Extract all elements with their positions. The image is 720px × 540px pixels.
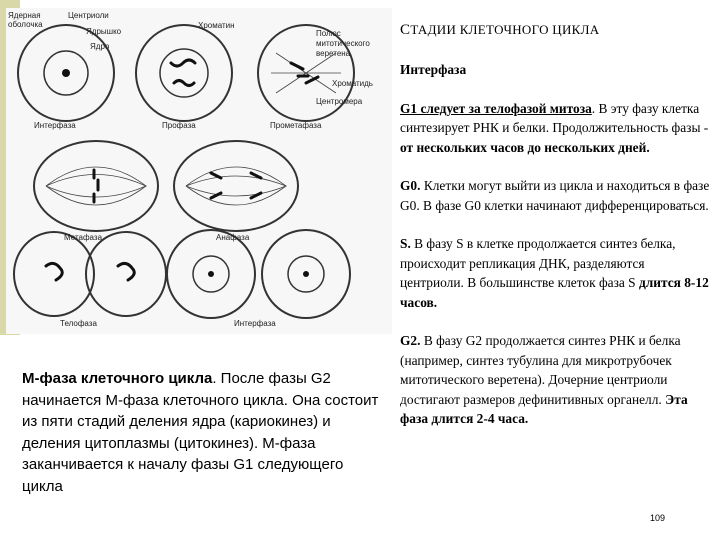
label-prophase: Профаза (162, 121, 196, 130)
cell-cycle-figure (6, 8, 392, 334)
g2-paragraph: G2. В фазу G2 продолжается синтез РНК и белка (например, синтез тубулина для микротрубочек митотического веретена). Дочерние центриоли достигают размеров дефинитивных органелл. Эта фаза длится 2-4 часа. (400, 333, 688, 426)
label-centrioles: Центриоли (68, 11, 109, 20)
label-pole-2: митотического (316, 39, 370, 48)
metaphase-cell (34, 141, 158, 231)
label-nucleolus: Ядрышко (86, 27, 122, 36)
interphase-heading: Интерфаза (400, 62, 467, 77)
page-number: 109 (650, 513, 666, 523)
page-title: СТАДИИ КЛЕТОЧНОГО ЦИКЛА (400, 22, 600, 38)
label-nuclear-envelope-1: Ядерная (8, 11, 41, 20)
label-centromere: Центромера (316, 97, 363, 106)
label-nuclear-envelope-2: оболочка (8, 20, 43, 29)
label-interphase2: Интерфаза (234, 319, 276, 328)
phase-description (400, 60, 710, 429)
telophase-cell-right (86, 232, 166, 316)
label-nucleus: Ядро (90, 42, 110, 51)
label-pole-1: Полюс (316, 29, 341, 38)
label-pole-3: веретена (316, 49, 351, 58)
g1-paragraph: G1 следует за телофазой митоза. В эту фазу клетка синтезирует РНК и белки. Продолжительность фазы - от нескольких часов до нескольких дней. (400, 100, 709, 155)
anaphase-cell (174, 141, 298, 231)
s-paragraph: S. В фазу S в клетке продолжается синтез белка, происходит репликация ДНК, разделяются центриоли. В большинстве клеток фаза S длится 8-12 часов. (400, 236, 709, 310)
m-phase-paragraph: М-фаза клеточного цикла. После фазы G2 начинается М-фаза клеточного цикла. Она состоит из пяти стадий деления ядра (кариокинез) и деления цитоплазмы (цитокинез). М-фаза заканчивается к началу фазы G1 следующего цикла (22, 370, 379, 495)
prophase-cell (136, 25, 232, 121)
label-telophase: Телофаза (60, 319, 97, 328)
label-anaphase: Анафаза (216, 233, 250, 242)
cell-cycle-diagram (6, 8, 392, 334)
label-prometaphase: Прометафаза (270, 121, 322, 130)
label-interphase: Интерфаза (34, 121, 76, 130)
label-chromatin: Хроматин (198, 21, 235, 30)
label-metaphase: Метафаза (64, 233, 103, 242)
label-chromatid: Хроматидь (332, 79, 373, 88)
telophase-cell-left (14, 232, 94, 316)
g0-paragraph: G0. Клетки могут выйти из цикла и находиться в фазе G0. В фазе G0 клетки начинают дифференцироваться. (400, 178, 710, 213)
